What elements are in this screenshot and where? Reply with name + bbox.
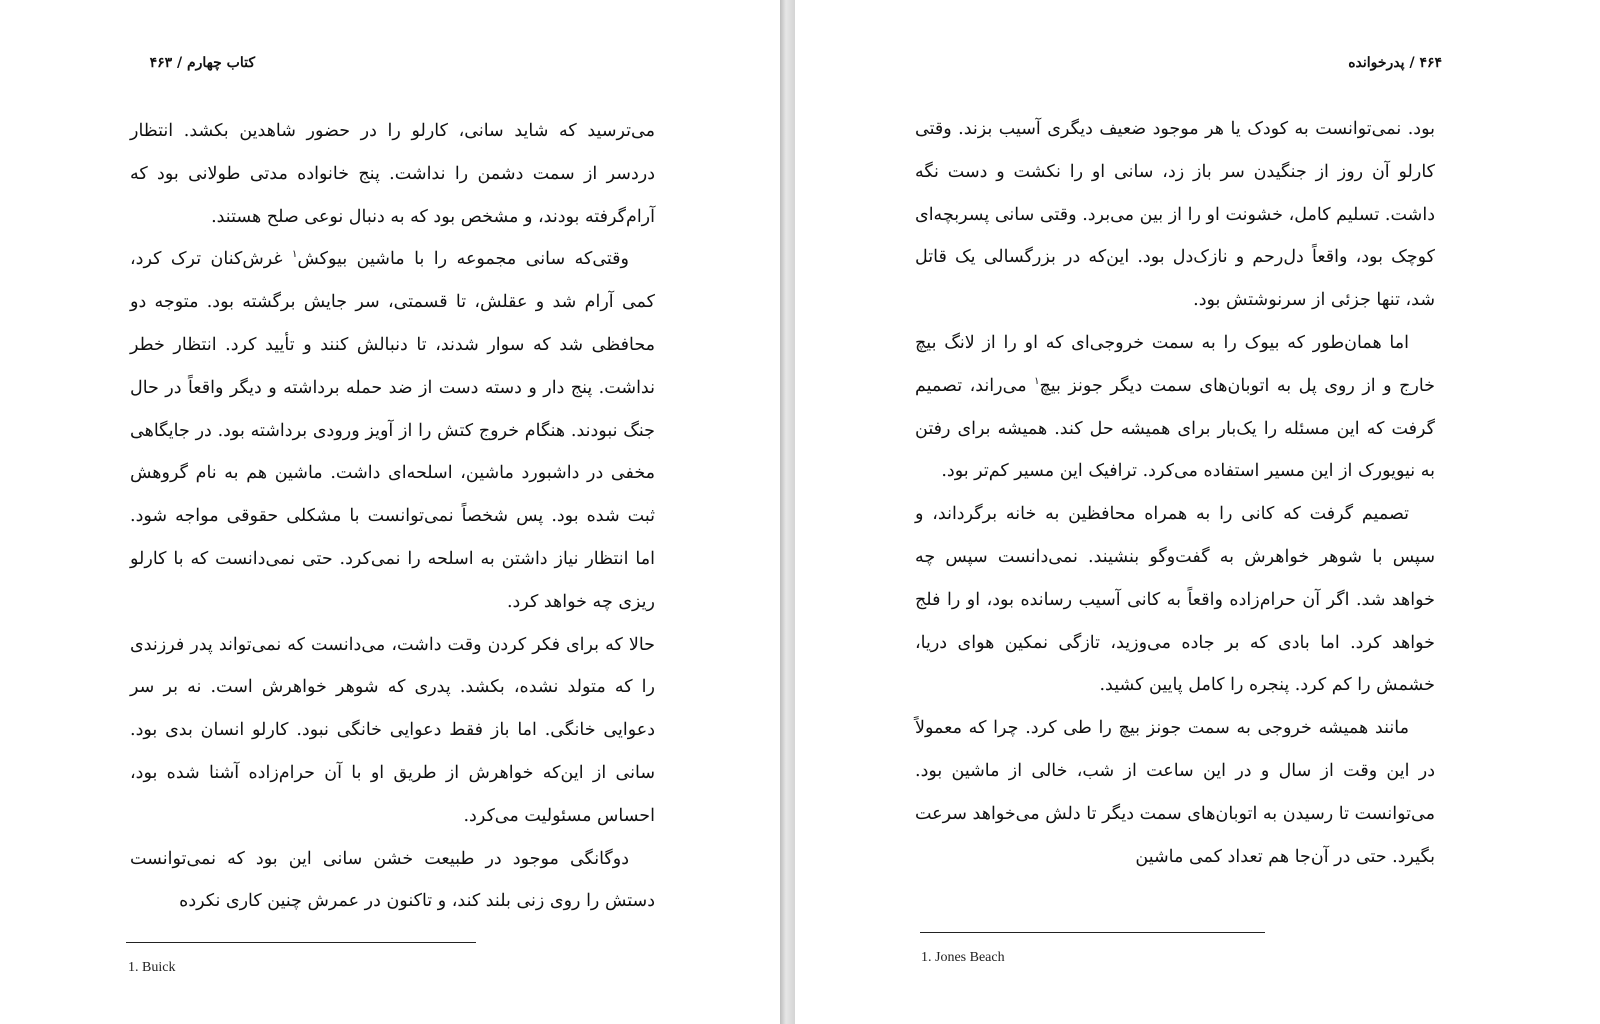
right-paragraph-2 (915, 322, 1435, 493)
right-paragraph-2-rest: می‌راند، تصمیم گرفت که این مسئله را یک‌بار برای همیشه حل کند. همیشه برای رفتن به نیویورک از این مسیر استفاده می‌کرد. ترافیک این مسیر کم‌تر بود. (915, 375, 1435, 482)
left-running-head: کتاب چهارم / ۴۶۳ (149, 55, 255, 71)
left-paragraph-1: می‌ترسید که شاید سانی، کارلو را در حضور شاهدین بکشد. انتظار دردسر از سمت دشمن را نداشت. پنج خانواده مدتی طولانی بود که آرام‌گرفته بودند، و مشخص بود که به دنبال نوعی صلح هستند. (130, 121, 655, 227)
left-footnote-rule (126, 942, 476, 943)
left-body-text (130, 110, 655, 923)
left-paragraph-4: دوگانگی موجود در طبیعت خشن سانی این بود که نمی‌توانست دستش را روی زنی بلند کند، و تاکنون در عمرش چنین کاری نکرده (130, 848, 655, 912)
left-page (0, 0, 780, 1024)
right-footnote-rule (920, 932, 1265, 933)
right-page (795, 0, 1600, 1024)
left-paragraph-2 (130, 238, 655, 623)
right-paragraph-2-start: اما همان‌طور که بیوک را به سمت خروجی‌ای که او را از لانگ بیچ خارج و از روی پل به اتوبان‌های سمت دیگر جونز بیچ (915, 332, 1435, 396)
left-paragraph-2-start: وقتی‌که سانی مجموعه را با ماشین بیوکش (297, 249, 630, 270)
right-paragraph-3: تصمیم گرفت که کانی را به همراه محافظین به خانه برگرداند، و سپس با شوهر خواهرش به گفت‌وگو بنشیند. نمی‌دانست سپس چه خواهد شد. اگر آن حرام‌زاده واقعاً به کانی آسیب رسانده بود، او را فلج خواهد کرد. اما بادی که بر جاده می‌وزید، تازگی نمکین هوای دریا، خشمش را کم کرد. پنجره را کامل پایین کشید. (915, 504, 1435, 696)
right-body-text (915, 108, 1435, 878)
right-footnote: 1. Jones Beach (921, 950, 1005, 965)
left-paragraph-3: حالا که برای فکر کردن وقت داشت، می‌دانست که نمی‌تواند پدر فرزندی را که متولد نشده، بکشد. پدری که شوهر خواهرش است. نه بر سر دعوایی خانگی. اما باز فقط دعوایی خانگی نبود. کارلو انسان بدی بود. سانی از این‌که خواهرش از طریق او با آن حرام‌زاده آشنا شده بود، احساس مسئولیت می‌کرد. (130, 634, 655, 826)
footnote-marker: ۱ (1034, 375, 1040, 387)
right-paragraph-4: مانند همیشه خروجی به سمت جونز بیچ را طی کرد. چرا که معمولاً در این وقت از سال و در این ساعت از شب، خالی از ماشین بود. می‌توانست تا رسیدن به اتوبان‌های سمت دیگر تا دلش می‌خواهد سرعت بگیرد. حتی در آن‌جا هم تعداد کمی ماشین (915, 718, 1435, 867)
book-gutter (780, 0, 795, 1024)
left-paragraph-2-rest: غرش‌کنان ترک کرد، کمی آرام شد و عقلش، تا قسمتی، سر جایش برگشته بود. متوجه دو محافظی شد که سوار شدند، تا دنبالش کنند و تأیید کرد. انتظار خطر نداشت. پنج دار و دسته دست از ضد حمله برداشته و دیگر واقعاً در حال جنگ نبودند. هنگام خروج کتش را از آویز ورودی برداشته بود. در جایگاهی مخفی در داشبورد ماشین، اسلحه‌ای داشت. ماشین هم به نام گروهش ثبت شده بود. پس شخصاً نمی‌توانست با مشکلی حقوقی مواجه شود. اما انتظار نیاز داشتن به اسلحه را نمی‌کرد. حتی نمی‌دانست که با کارلو ریزی چه خواهد کرد. (130, 249, 655, 612)
right-paragraph-1: بود. نمی‌توانست به کودک یا هر موجود ضعیف دیگری آسیب بزند. وقتی کارلو آن روز از جنگیدن سر باز زد، سانی او را نکشت و دست نگه داشت. تسلیم کامل، خشونت او را از بین می‌برد. وقتی سانی پسربچه‌ای کوچک بود، واقعاً دل‌رحم و نازک‌دل بود. این‌که در بزرگسالی یک قاتل شد، تنها جزئی از سرنوشتش بود. (915, 119, 1435, 311)
left-footnote: 1. Buick (128, 960, 176, 975)
right-running-head: ۴۶۴ / پدرخوانده (1348, 55, 1442, 71)
footnote-marker: ۱ (292, 249, 298, 261)
